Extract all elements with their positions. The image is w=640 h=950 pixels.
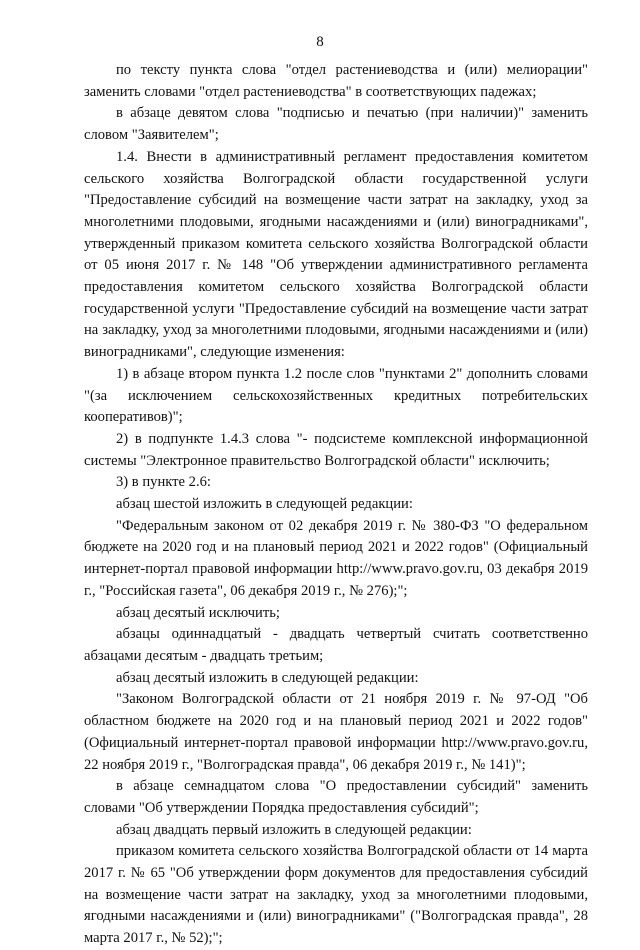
paragraph: приказом комитета сельского хозяйства Волгоградской области от 14 марта 2017 г. № 65 "Об утверждении форм документов для предоставления субсидий на возмещение части затрат на закладку, уход за многолетними плодовыми, ягодными насаждениями и (или) виноградниками" ("Волгоградская правда", 28 марта 2017 г., № 52);"; (84, 843, 588, 947)
paragraph: 1.4. Внести в административный регламент предоставления комитетом сельского хозяйства Волгоградской области государственной услуги "Предоставление субсидий на возмещение части затрат на закладку, уход за многолетними плодовыми, ягодными насаждениями и (или) виноградниками", утвержденный приказом комитета сельского хозяйства Волгоградской области от 05 июня 2017 г. № 148 "Об утверждении административного регламента предоставления комитетом сельского хозяйства Волгоградской области государственной услуги "Предоставление субсидий на возмещение части затрат на закладку, уход за многолетними плодовыми, ягодными насаждениями и (или) виноградниками", следующие изменения: (84, 148, 588, 361)
paragraph: в абзаце девятом слова "подписью и печатью (при наличии)" заменить словом "Заявителем"; (84, 105, 588, 144)
paragraph: 1) в абзаце втором пункта 1.2 после слов "пунктами 2" дополнить словами "(за исключением сельскохозяйственных кредитных потребительских кооперативов)"; (84, 365, 588, 426)
paragraph: "Федеральным законом от 02 декабря 2019 г. № 380-ФЗ "О федеральном бюджете на 2020 год и на плановый период 2021 и 2022 годов" (Официальный интернет-портал правовой информации http://www.pravo.gov.ru, 03 декабря 2019 г., "Российская газета", 06 декабря 2019 г., № 276);"; (84, 517, 588, 599)
paragraph: 3) в пункте 2.6: (116, 474, 211, 491)
paragraph: абзац двадцать первый изложить в следующей редакции: (116, 821, 472, 838)
paragraph: абзац десятый исключить; (116, 604, 280, 621)
paragraph: по тексту пункта слова "отдел растениеводства и (или) мелиорации" заменить словами "отдел растениеводства" в соответствующих падежах; (84, 62, 588, 100)
paragraph: абзацы одиннадцатый - двадцать четвертый считать соответственно абзацами десятым - двадцать третьим; (84, 626, 588, 664)
paragraph: абзац десятый изложить в следующей редакции: (116, 669, 419, 686)
paragraph: "Законом Волгоградской области от 21 ноября 2019 г. № 97-ОД "Об областном бюджете на 2020 год и на плановый период 2021 и 2022 годов" (Официальный интернет-портал правовой информации http://www.pravo.gov.ru, 22 ноября 2019 г., "Волгоградская правда", 06 декабря 2019 г., № 141)"; (84, 691, 588, 773)
document-body (84, 60, 588, 950)
paragraph: в абзаце семнадцатом слова "О предоставлении субсидий" заменить словами "Об утверждении Порядка предоставления субсидий"; (84, 778, 588, 816)
paragraph: абзац шестой изложить в следующей редакции: (116, 496, 413, 513)
paragraph: 2) в подпункте 1.4.3 слова "- подсистеме комплексной информационной системы "Электронное правительство Волгоградской области" исключить; (84, 430, 588, 469)
page-number: 8 (316, 34, 324, 50)
